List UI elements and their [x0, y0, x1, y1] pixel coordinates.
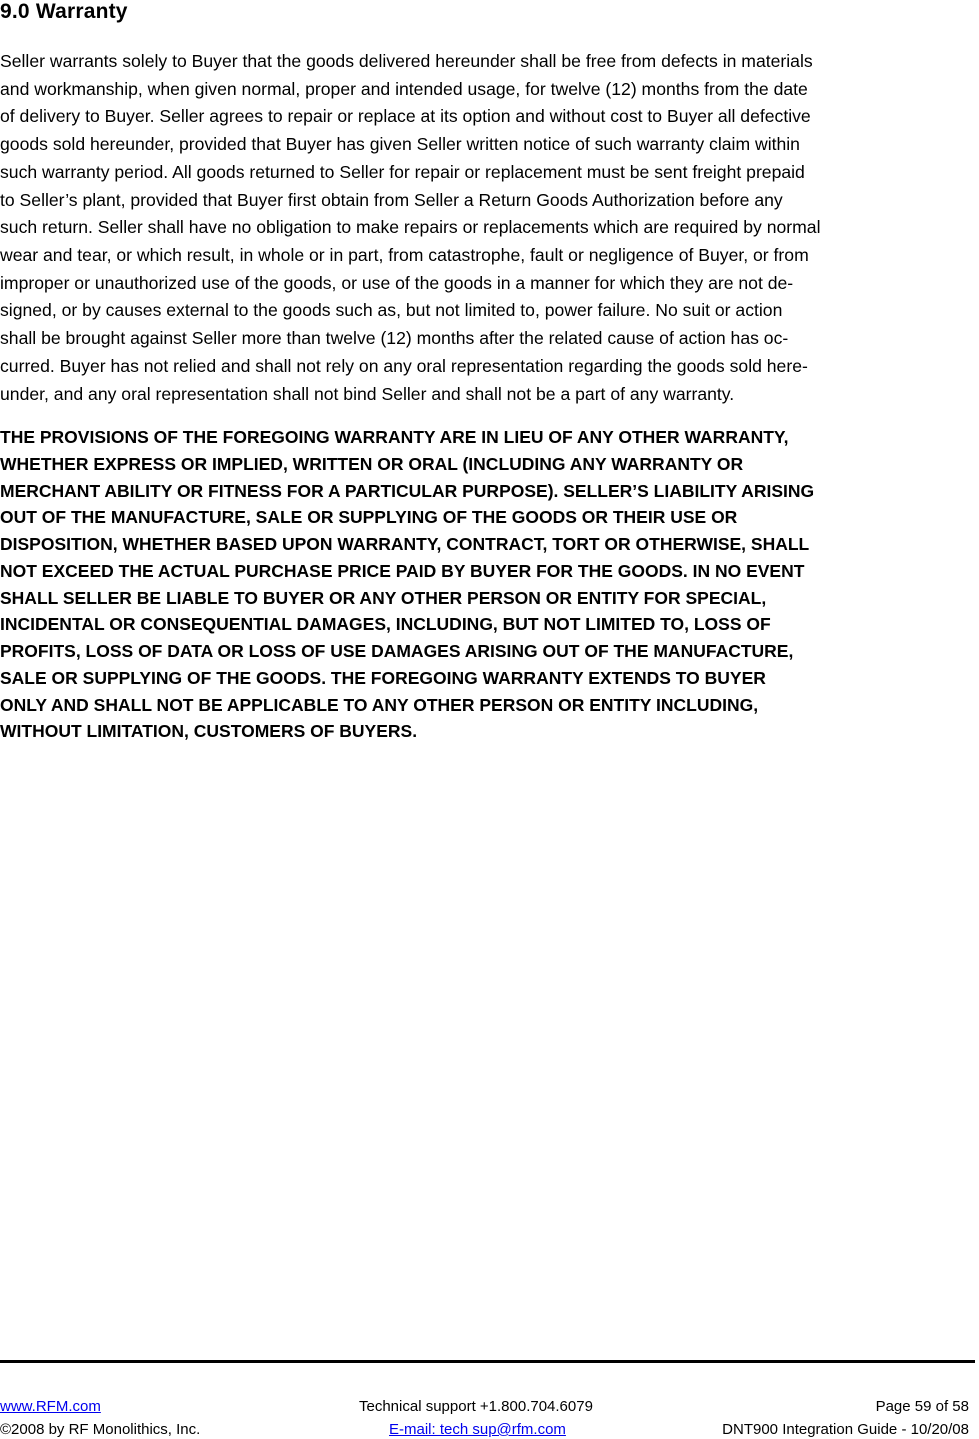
disclaimer-line: WHETHER EXPRESS OR IMPLIED, WRITTEN OR ORAL (INCLUDING ANY WARRANTY OR	[0, 454, 744, 474]
footer-divider	[0, 1360, 975, 1363]
disclaimer-line: MERCHANT ABILITY OR FITNESS FOR A PARTICULAR PURPOSE). SELLER’S LIABILITY ARISING	[0, 481, 815, 501]
disclaimer-line: SALE OR SUPPLYING OF THE GOODS. THE FOREGOING WARRANTY EXTENDS TO BUYER	[0, 668, 766, 688]
warranty-line: of delivery to Buyer. Seller agrees to repair or replace at its option and without cost to Buyer all defective	[0, 106, 811, 126]
warranty-line: and workmanship, when given normal, proper and intended usage, for twelve (12) months from the date	[0, 79, 808, 99]
warranty-line: under, and any oral representation shall not bind Seller and shall not be a part of any warranty.	[0, 384, 735, 404]
warranty-line: Seller warrants solely to Buyer that the goods delivered hereunder shall be free from defects in materials	[0, 51, 813, 71]
page-number: Page 59 of 58	[875, 1398, 969, 1415]
disclaimer-line: DISPOSITION, WHETHER BASED UPON WARRANTY, CONTRACT, TORT OR OTHERWISE, SHALL	[0, 534, 810, 554]
disclaimer-line: SHALL SELLER BE LIABLE TO BUYER OR ANY OTHER PERSON OR ENTITY FOR SPECIAL,	[0, 588, 767, 608]
support-phone: Technical support +1.800.704.6079	[359, 1398, 593, 1415]
warranty-line: goods sold hereunder, provided that Buyer has given Seller written notice of such warranty claim within	[0, 134, 800, 154]
copyright-text: ©2008 by RF Monolithics, Inc.	[0, 1421, 201, 1438]
document-title-date: DNT900 Integration Guide - 10/20/08	[722, 1421, 969, 1438]
warranty-line: improper or unauthorized use of the goods, or use of the goods in a manner for which they are not de-	[0, 273, 794, 293]
disclaimer-line: OUT OF THE MANUFACTURE, SALE OR SUPPLYING OF THE GOODS OR THEIR USE OR	[0, 507, 738, 527]
disclaimer-line: NOT EXCEED THE ACTUAL PURCHASE PRICE PAID BY BUYER FOR THE GOODS. IN NO EVENT	[0, 561, 805, 581]
warranty-line: shall be brought against Seller more than twelve (12) months after the related cause of action has oc-	[0, 328, 789, 348]
warranty-line: wear and tear, or which result, in whole or in part, from catastrophe, fault or negligence of Buyer, or from	[0, 245, 809, 265]
warranty-line: such warranty period. All goods returned to Seller for repair or replacement must be sent freight prepaid	[0, 162, 805, 182]
support-email-link[interactable]: E-mail: tech sup@rfm.com	[389, 1421, 566, 1438]
warranty-line: signed, or by causes external to the goods such as, but not limited to, power failure. No suit or action	[0, 300, 783, 320]
disclaimer-line: THE PROVISIONS OF THE FOREGOING WARRANTY ARE IN LIEU OF ANY OTHER WARRANTY,	[0, 427, 789, 447]
website-link[interactable]: www.RFM.com	[0, 1398, 101, 1415]
disclaimer-line: ONLY AND SHALL NOT BE APPLICABLE TO ANY OTHER PERSON OR ENTITY INCLUDING,	[0, 695, 759, 715]
disclaimer-line: PROFITS, LOSS OF DATA OR LOSS OF USE DAMAGES ARISING OUT OF THE MANUFACTURE,	[0, 641, 794, 661]
disclaimer-line: WITHOUT LIMITATION, CUSTOMERS OF BUYERS.	[0, 721, 418, 741]
warranty-line: such return. Seller shall have no obligation to make repairs or replacements which are required by normal	[0, 217, 821, 237]
warranty-line: curred. Buyer has not relied and shall not rely on any oral representation regarding the goods sold here-	[0, 356, 808, 376]
warranty-line: to Seller’s plant, provided that Buyer first obtain from Seller a Return Goods Authorization before any	[0, 190, 783, 210]
section-title: 9.0 Warranty	[0, 0, 128, 23]
disclaimer-line: INCIDENTAL OR CONSEQUENTIAL DAMAGES, INCLUDING, BUT NOT LIMITED TO, LOSS OF	[0, 614, 771, 634]
